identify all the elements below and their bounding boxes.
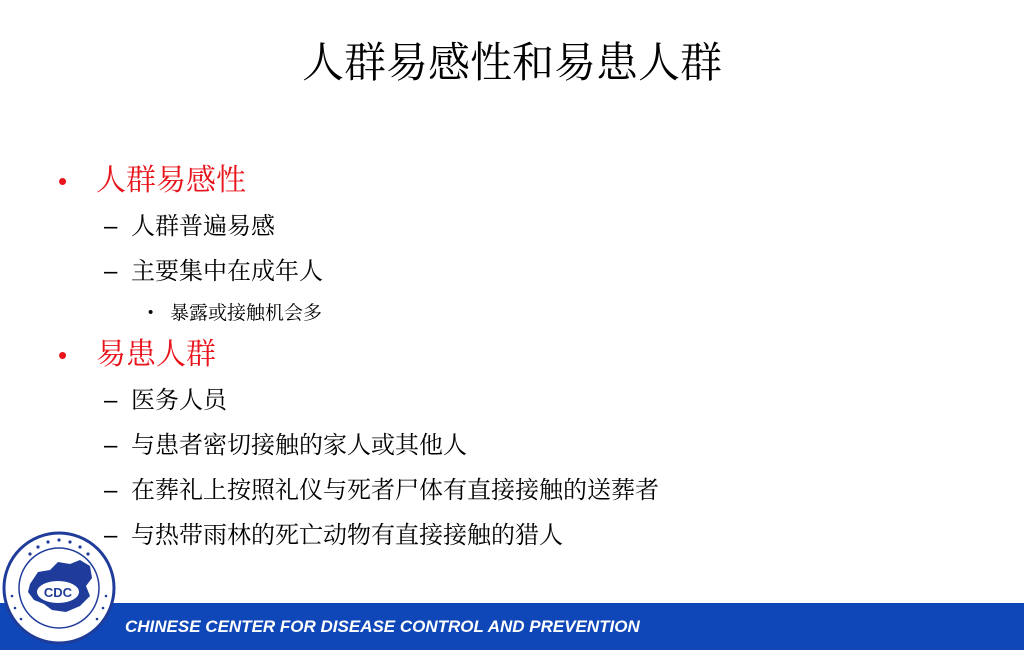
footer-org-name: CHINESE CENTER FOR DISEASE CONTROL AND PREVENTION — [125, 617, 640, 636]
list-item-text: 与热带雨林的死亡动物有直接接触的猎人 — [131, 521, 563, 549]
section-heading-high-risk — [58, 332, 998, 378]
list-item-text: 主要集中在成年人 — [131, 257, 323, 285]
dash-marker: – — [104, 477, 118, 504]
bullet-marker: • — [58, 340, 68, 370]
dash-marker: – — [104, 522, 118, 549]
list-item — [58, 513, 998, 558]
list-item — [58, 378, 998, 423]
dash-marker: – — [104, 432, 118, 459]
cdc-logo-icon — [0, 526, 118, 650]
list-item — [58, 204, 998, 249]
list-item-text: 与患者密切接触的家人或其他人 — [131, 431, 467, 459]
section-heading-text: 人群易感性 — [96, 163, 246, 198]
bullet-marker: • — [148, 304, 154, 321]
bullet-marker: • — [58, 166, 68, 196]
dash-marker: – — [104, 387, 118, 414]
list-item-text: 在葬礼上按照礼仪与死者尸体有直接接触的送葬者 — [131, 476, 659, 504]
slide-body — [58, 158, 998, 558]
section-heading-susceptibility — [58, 158, 998, 204]
logo-text: CDC — [43, 585, 73, 600]
dash-marker: – — [104, 213, 118, 240]
list-item — [58, 249, 998, 294]
sub-list-item-text: 暴露或接触机会多 — [170, 302, 323, 324]
slide-title: 人群易感性和易患人群 — [301, 38, 722, 87]
sub-list-item — [58, 294, 998, 332]
list-item — [58, 423, 998, 468]
list-item-text: 人群普遍易感 — [131, 212, 275, 240]
dash-marker: – — [104, 258, 118, 285]
list-item — [58, 468, 998, 513]
list-item-text: 医务人员 — [131, 386, 227, 414]
section-heading-text: 易患人群 — [96, 337, 216, 372]
